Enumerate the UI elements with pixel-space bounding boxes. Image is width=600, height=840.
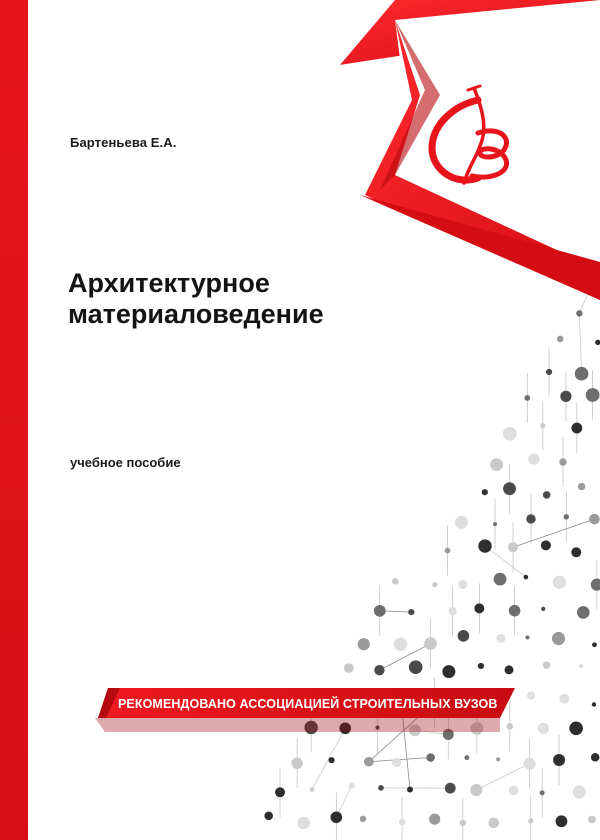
book-title (68, 268, 408, 330)
network-line (579, 313, 581, 373)
banner-text: РЕКОМЕНДОВАНО АССОЦИАЦИЕЙ СТРОИТЕЛЬНЫХ ВУЗОВ (118, 697, 498, 711)
network-dot (488, 818, 499, 829)
network-dot (569, 721, 583, 735)
network-dot (331, 811, 343, 823)
network-dot (525, 635, 529, 639)
network-dot (408, 609, 414, 615)
corner-red-shapes (340, 0, 600, 300)
network-dot (493, 522, 497, 526)
network-dot (409, 660, 423, 674)
network-dot (591, 753, 600, 762)
network-dot (543, 491, 551, 499)
network-dot (470, 784, 482, 796)
network-dot (458, 580, 467, 589)
network-dot (297, 817, 310, 830)
network-dot (394, 638, 407, 651)
network-dot (586, 388, 600, 402)
network-dot (579, 664, 583, 668)
network-dot (543, 661, 550, 668)
network-dot (553, 754, 565, 766)
network-dot (540, 423, 545, 428)
network-dot (578, 483, 585, 490)
network-dot (399, 819, 406, 826)
network-dot (560, 391, 571, 402)
network-dot (392, 578, 399, 585)
network-dot (592, 702, 596, 706)
dot-network-pattern (264, 280, 600, 840)
network-dot (509, 605, 521, 617)
network-dot (275, 787, 285, 797)
network-dot (573, 786, 586, 799)
title-line-1: Архитектурное (68, 268, 270, 298)
network-dot (546, 369, 552, 375)
network-dot (589, 514, 600, 525)
network-dot (557, 336, 564, 343)
network-dot (494, 573, 507, 586)
network-dot (460, 820, 466, 826)
network-dot (552, 632, 565, 645)
network-dot (564, 514, 569, 519)
network-dot (509, 786, 519, 796)
network-dot (442, 665, 455, 678)
network-dot (524, 758, 536, 770)
network-dot (526, 514, 535, 523)
network-dot (374, 605, 386, 617)
network-dot (576, 310, 582, 316)
network-dot (378, 785, 384, 791)
network-dot (528, 818, 533, 823)
network-dot (426, 753, 435, 762)
network-dot (538, 723, 549, 734)
network-dot (540, 790, 545, 795)
network-dot (575, 367, 589, 381)
network-dot (291, 757, 302, 768)
network-dot (559, 694, 569, 704)
network-dot (407, 787, 413, 793)
network-dot (264, 812, 273, 821)
network-dot (595, 340, 600, 345)
network-dot (432, 582, 437, 587)
network-dot (524, 575, 529, 580)
title-line-2: материаловедение (68, 299, 324, 329)
network-dot (449, 607, 457, 615)
network-line (485, 546, 526, 577)
network-dot (559, 458, 566, 465)
network-dot (541, 540, 551, 550)
network-dot (503, 482, 516, 495)
network-dot (455, 516, 468, 529)
network-dot (571, 547, 581, 557)
network-dot (364, 757, 374, 767)
network-line (513, 519, 594, 547)
network-dot (527, 692, 535, 700)
network-dot (482, 489, 488, 495)
network-dot (374, 665, 384, 675)
network-dot (508, 542, 518, 552)
network-dot (474, 603, 484, 613)
network-dot (429, 814, 440, 825)
network-dot (445, 783, 456, 794)
network-dot (392, 758, 401, 767)
network-dot (329, 757, 335, 763)
network-dot (556, 815, 568, 827)
network-dot (505, 665, 514, 674)
network-dot (588, 816, 596, 824)
network-dot (478, 539, 491, 552)
network-dot (571, 423, 582, 434)
network-dot (344, 663, 354, 673)
network-dot (524, 395, 530, 401)
author-name: Бартеньева Е.А. (70, 135, 177, 150)
network-dot (458, 630, 470, 642)
network-dot (348, 782, 354, 788)
network-dot (496, 757, 500, 761)
network-dot (503, 427, 517, 441)
recommendation-banner (90, 688, 515, 735)
network-dot (424, 637, 437, 650)
network-dot (591, 579, 600, 591)
network-dot (592, 642, 597, 647)
network-dot (490, 458, 503, 471)
network-line (476, 764, 529, 790)
network-dot (445, 548, 451, 554)
network-dot (553, 576, 566, 589)
network-dot (577, 606, 590, 619)
network-dot (310, 787, 315, 792)
network-dot (496, 634, 505, 643)
network-dot (478, 663, 484, 669)
book-subtitle: учебное пособие (70, 455, 181, 470)
network-dot (360, 816, 366, 822)
network-dot (541, 607, 545, 611)
network-dot (528, 454, 539, 465)
network-dot (464, 755, 469, 760)
network-line (312, 728, 345, 789)
network-dot (358, 638, 370, 650)
